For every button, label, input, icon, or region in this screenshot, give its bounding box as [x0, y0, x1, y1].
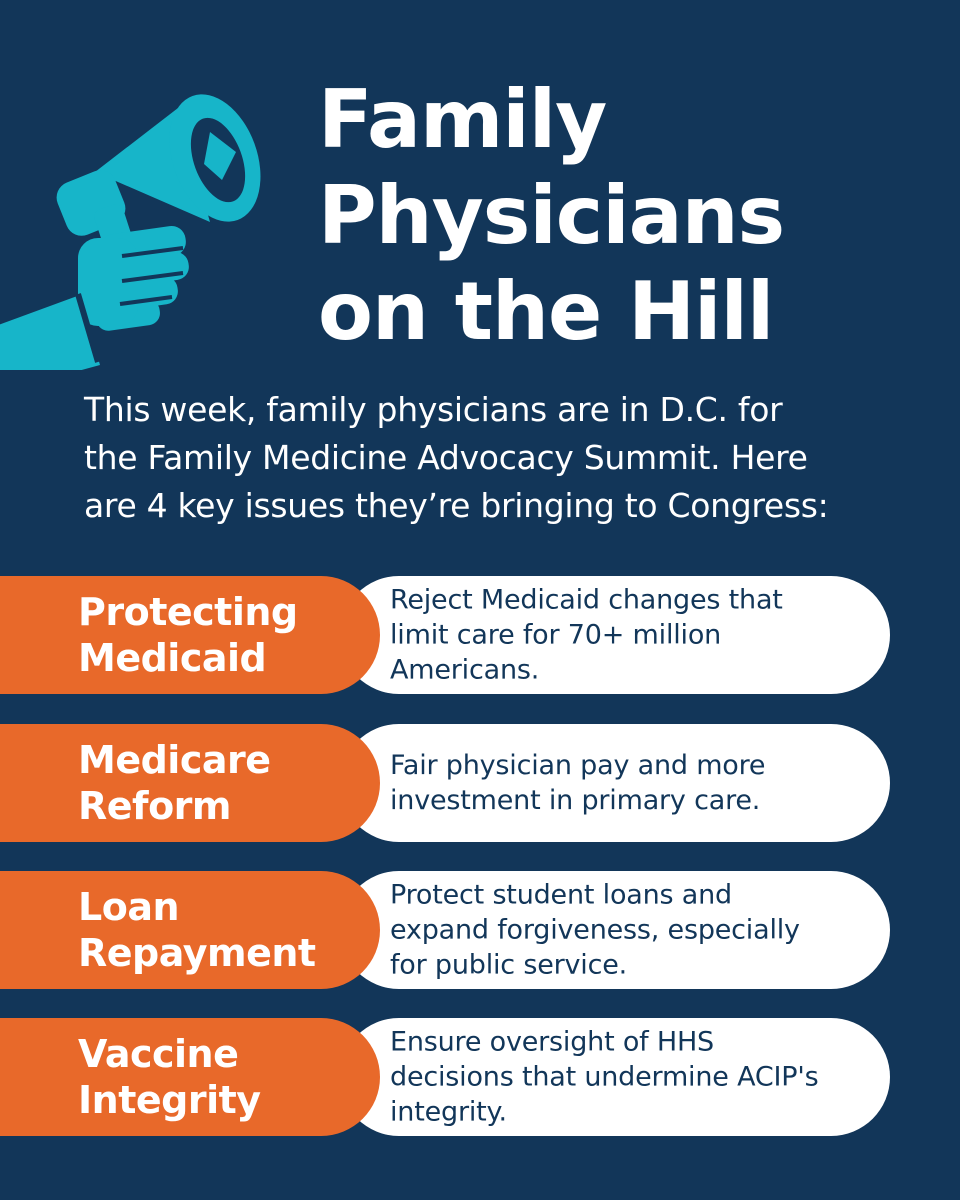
issue-label-line: Integrity: [78, 1078, 261, 1122]
issue-row-loan-repayment: [0, 871, 890, 989]
issue-description-card: [340, 724, 890, 842]
issue-label: [78, 589, 298, 681]
issue-description: [390, 878, 800, 983]
issue-description: [390, 583, 783, 688]
intro-text: [84, 386, 904, 530]
issue-description-line: limit care for 70+ million: [390, 619, 722, 651]
issue-description-line: Fair physician pay and more: [390, 750, 766, 781]
issue-label-tab: [0, 1018, 380, 1136]
megaphone-icon: [0, 80, 280, 370]
issue-label-tab: [0, 576, 380, 694]
issue-description-line: Protect student loans and: [390, 879, 732, 911]
issue-label-line: Protecting: [78, 590, 298, 634]
intro-line-2: the Family Medicine Advocacy Summit. Here: [84, 438, 808, 477]
issue-label: [78, 737, 271, 829]
issue-label-tab: [0, 871, 380, 989]
issue-description-line: integrity.: [390, 1096, 507, 1128]
issue-row-protecting-medicaid: [0, 576, 890, 694]
issue-label-line: Medicare: [78, 738, 271, 782]
issue-description-line: Americans.: [390, 654, 540, 686]
issue-row-medicare-reform: [0, 724, 890, 842]
issue-description-card: [340, 576, 890, 694]
issue-description: [390, 748, 765, 818]
issue-label-line: Reform: [78, 784, 232, 828]
issue-label-line: Loan: [78, 885, 180, 929]
issue-label-tab: [0, 724, 380, 842]
issue-label-line: Vaccine: [78, 1032, 239, 1076]
issue-description-line: expand forgiveness, especially: [390, 914, 800, 946]
issue-description-line: investment in primary care.: [390, 785, 761, 816]
page-title: [318, 72, 784, 360]
issue-description-line: Ensure oversight of HHS: [390, 1026, 715, 1058]
issue-description-card: [340, 1018, 890, 1136]
issue-label-line: Repayment: [78, 931, 316, 975]
issue-row-vaccine-integrity: [0, 1018, 890, 1136]
title-line-2: Physicians: [318, 169, 785, 262]
intro-line-1: This week, family physicians are in D.C. for: [84, 390, 783, 429]
issue-description-line: for public service.: [390, 949, 628, 981]
issue-label: [78, 884, 316, 976]
issue-description-line: Reject Medicaid changes that: [390, 584, 783, 616]
issue-label-line: Medicaid: [78, 636, 267, 680]
issue-description-card: [340, 871, 890, 989]
issue-description: [390, 1025, 818, 1130]
title-line-1: Family: [318, 73, 607, 166]
intro-line-3: are 4 key issues they’re bringing to Congress:: [84, 486, 829, 525]
title-line-3: on the Hill: [318, 265, 774, 358]
issue-label: [78, 1031, 261, 1123]
issue-description-line: decisions that undermine ACIP's: [390, 1061, 819, 1093]
